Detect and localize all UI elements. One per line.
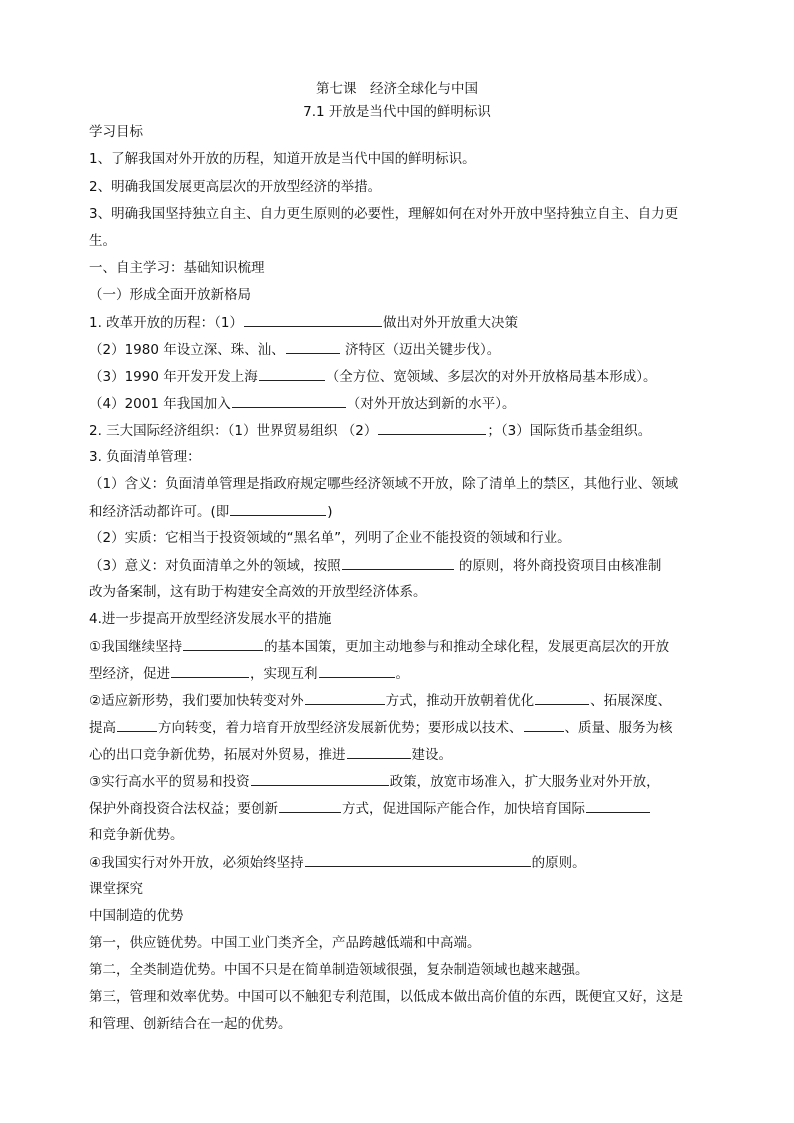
goal-2: 2、明确我国发展更高层次的开放型经济的举措。 <box>89 179 382 195</box>
measure-2-line-1 <box>89 690 709 711</box>
text: 保护外商投资合法权益；要创新 <box>89 801 278 817</box>
subsection-heading: （一）形成全面开放新格局 <box>89 287 251 303</box>
measure-2-line-3 <box>89 744 709 765</box>
text: 方式，促进国际产能合作，加快培育国际 <box>342 801 585 817</box>
measure-4 <box>89 852 709 873</box>
text: 政策，放宽市场准入，扩大服务业对外开放， <box>389 774 660 790</box>
section-subtitle: 7.1 开放是当代中国的鲜明标识 <box>303 104 491 120</box>
advantage-3-line-1: 第三，管理和效率优势。中国可以不触犯专利范围，以低成本做出高价值的东西，既便宜又好，这是 <box>89 989 683 1005</box>
text: 的基本国策，更加主动地参与和推动全球化程，发展更高层次的开放 <box>264 639 670 655</box>
measure-2-line-2 <box>89 717 709 738</box>
text: 济特区（迈出关键步伐）。 <box>340 342 501 358</box>
fill-blank[interactable] <box>259 366 325 381</box>
text: ④我国实行对外开放，必须始终坚持 <box>89 855 304 871</box>
text: 方式，推动开放朝着优化 <box>385 693 535 709</box>
fill-blank[interactable] <box>171 663 249 678</box>
negative-list-significance-1 <box>89 555 709 576</box>
text: （3）1990 年开发开发上海 <box>89 369 258 385</box>
fill-blank[interactable] <box>305 690 385 705</box>
text: 1. 改革开放的历程：（1） <box>89 315 244 331</box>
advantage-1: 第一，供应链优势。中国工业门类齐全，产品跨越低端和中高端。 <box>89 935 481 951</box>
section-1-heading: 一、自主学习：基础知识梳理 <box>89 260 265 276</box>
history-item-4 <box>89 393 709 414</box>
advantage-2: 第二，全类制造优势。中国不只是在简单制造领域很强，复杂制造领域也越来越强。 <box>89 962 589 978</box>
text: 、拓展深度、 <box>590 693 672 709</box>
negative-list-meaning-2 <box>89 501 709 522</box>
text: ；（3）国际货币基金组织。 <box>487 423 652 439</box>
fill-blank[interactable] <box>286 339 340 354</box>
measure-3-line-2 <box>89 798 709 819</box>
fill-blank[interactable] <box>378 420 486 435</box>
text: 。 <box>395 666 409 682</box>
text: 、质量、服务为核 <box>564 720 673 736</box>
goals-heading: 学习目标 <box>89 124 143 140</box>
fill-blank[interactable] <box>244 312 382 327</box>
history-item-1 <box>89 312 709 333</box>
section-2-subheading: 中国制造的优势 <box>89 908 184 924</box>
measure-3-line-1 <box>89 771 709 792</box>
measure-1-line-1 <box>89 636 709 657</box>
goal-3-line-2: 生。 <box>89 233 116 249</box>
text: （对外开放达到新的水平）。 <box>346 396 516 412</box>
goal-3-line-1: 3、明确我国坚持独立自主、自力更生原则的必要性，理解如何在对外开放中坚持独立自主、自力更 <box>89 206 679 222</box>
fill-blank[interactable] <box>524 717 564 732</box>
fill-blank[interactable] <box>232 393 346 408</box>
economic-organizations <box>89 420 709 441</box>
text: 型经济，促进 <box>89 666 170 682</box>
fill-blank[interactable] <box>183 636 263 651</box>
text: 做出对外开放重大决策 <box>383 315 519 331</box>
text: （全方位、宽领域、多层次的对外开放格局基本形成）。 <box>325 369 657 385</box>
text: 的原则。 <box>531 855 586 871</box>
negative-list-meaning-1: （1）含义：负面清单管理是指政府规定哪些经济领域不开放，除了清单上的禁区，其他行业、领域 <box>89 476 679 492</box>
fill-blank[interactable] <box>342 555 454 570</box>
text: ) <box>327 504 333 520</box>
text: ③实行高水平的贸易和投资 <box>89 774 250 790</box>
text: 方向转变，着力培育开放型经济发展新优势；要形成以技术、 <box>158 720 523 736</box>
text: ②适应新形势，我们要加快转变对外 <box>89 693 304 709</box>
section-2-heading: 课堂探究 <box>89 881 143 897</box>
fill-blank[interactable] <box>305 852 531 867</box>
fill-blank[interactable] <box>251 771 389 786</box>
lesson-title: 第七课 经济全球化与中国 <box>316 81 478 97</box>
measure-1-line-2 <box>89 663 709 684</box>
history-item-3 <box>89 366 709 387</box>
text: ①我国继续坚持 <box>89 639 183 655</box>
text: 和经济活动都许可。(即 <box>89 504 230 520</box>
text: （4）2001 年我国加入 <box>89 396 231 412</box>
fill-blank[interactable] <box>535 690 589 705</box>
goal-1: 1、了解我国对外开放的历程，知道开放是当代中国的鲜明标识。 <box>89 151 476 167</box>
negative-list-heading: 3. 负面清单管理： <box>89 449 201 465</box>
measure-3-line-3: 和竞争新优势。 <box>89 827 184 843</box>
fill-blank[interactable] <box>319 663 395 678</box>
text: （3）意义：对负面清单之外的领域，按照 <box>89 558 341 574</box>
text: （2）1980 年设立深、珠、汕、 <box>89 342 285 358</box>
text: 建设。 <box>411 747 452 763</box>
negative-list-essence: （2）实质：它相当于投资领域的“黑名单”，列明了企业不能投资的领域和行业。 <box>89 530 571 546</box>
text: 2. 三大国际经济组织：（1）世界贸易组织 （2） <box>89 423 378 439</box>
text: 提高 <box>89 720 116 736</box>
text: 的原则，将外商投资项目由核准制 <box>454 558 662 574</box>
history-item-2 <box>89 339 709 360</box>
text: 心的出口竞争新优势，拓展对外贸易，推进 <box>89 747 346 763</box>
negative-list-significance-2: 改为备案制，这有助于构建安全高效的开放型经济体系。 <box>89 584 427 600</box>
fill-blank[interactable] <box>279 798 341 813</box>
fill-blank[interactable] <box>586 798 650 813</box>
fill-blank[interactable] <box>117 717 157 732</box>
measures-heading: 4.进一步提高开放型经济发展水平的措施 <box>89 611 332 627</box>
advantage-3-line-2: 和管理、创新结合在一起的优势。 <box>89 1016 292 1032</box>
text: ，实现互利 <box>250 666 318 682</box>
fill-blank[interactable] <box>347 744 411 759</box>
fill-blank[interactable] <box>230 501 326 516</box>
